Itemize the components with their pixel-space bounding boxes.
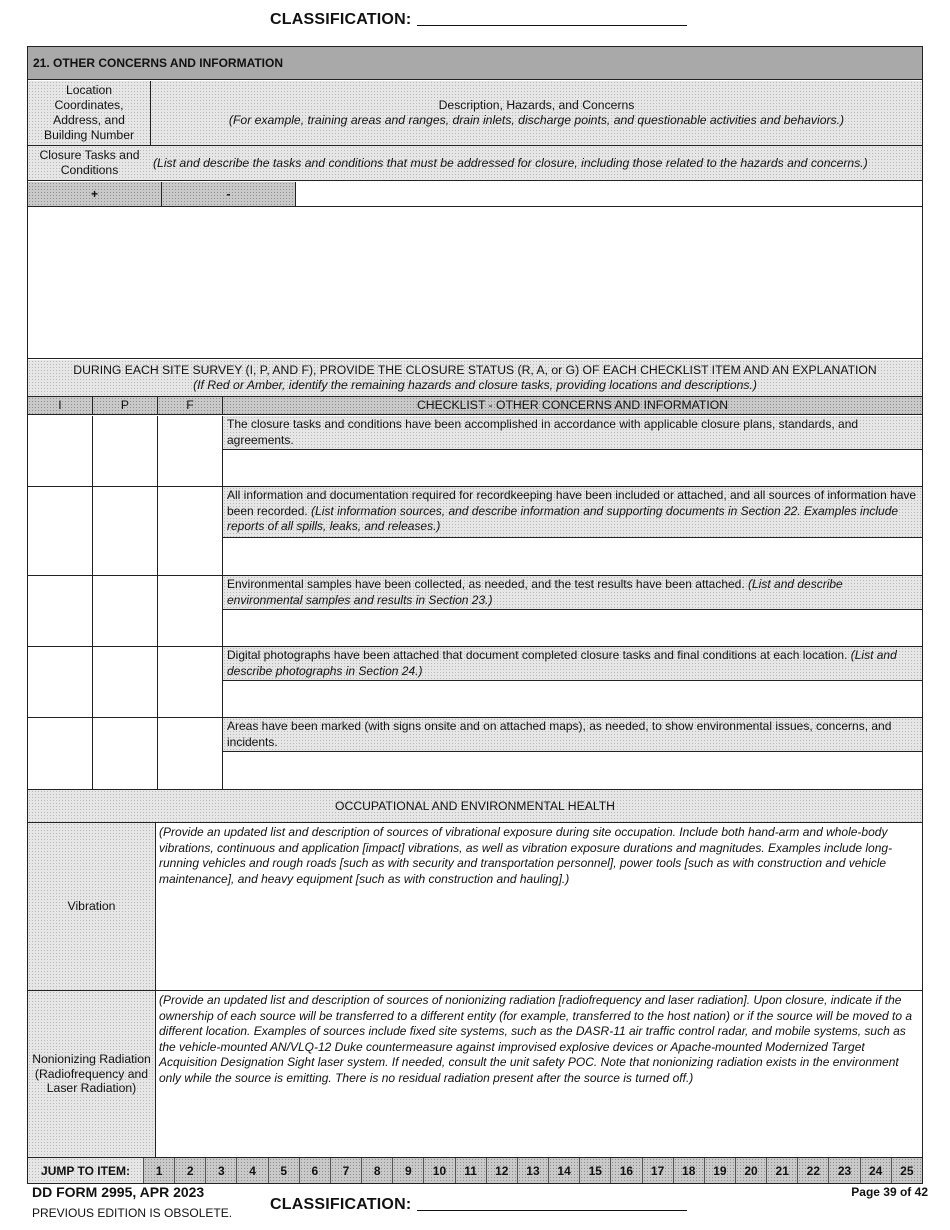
status-p-field[interactable] [93, 487, 158, 576]
checklist-item-text [223, 718, 922, 752]
jump-item-20[interactable]: 20 [736, 1158, 767, 1183]
checklist-item-statement: Digital photographs have been attached that document completed closure tasks and final conditions at each location. [227, 648, 851, 662]
jump-item-24[interactable]: 24 [861, 1158, 892, 1183]
jump-item-5[interactable]: 5 [269, 1158, 300, 1183]
status-f-field[interactable] [158, 647, 223, 718]
button-row-spacer [296, 182, 922, 207]
col-f: F [158, 397, 223, 415]
status-f-field[interactable] [158, 576, 223, 647]
status-f-field[interactable] [158, 487, 223, 576]
status-i-field[interactable] [28, 718, 93, 790]
checklist-explanation-field[interactable] [223, 681, 922, 718]
add-row-button[interactable]: + [28, 182, 162, 207]
classification-bottom [270, 1196, 687, 1214]
checklist-item-text [223, 647, 922, 681]
col-p: P [93, 397, 158, 415]
form-number: DD FORM 2995, APR 2023 [32, 1184, 205, 1200]
description-header [151, 81, 922, 146]
col-i: I [28, 397, 93, 415]
radiation-hint: (Provide an updated list and description of sources of nonionizing radiation [radiofrequency and laser radiation]. Upon closure, indicate if the ownership of each source will be transferred to a different entity (for example, transferred to the host nation) or if the source will be moved to a different location. Examples of sources include fixed site systems, such as the DASR-11 air traffic control radar, and mobile systems, such as the vehicle-mounted AN/VLQ-12 Duke countermeasure against improvised explosive devices or Apache-mounted Modernized Target Acquisition Designation Sight laser system. If needed, consult the unit safety POC. Note that nonionizing radiation exists in the environment only while the source is emitting. There is no residual radiation present after the source is turned off.) [159, 993, 913, 1085]
status-i-field[interactable] [28, 416, 93, 487]
status-f-field[interactable] [158, 416, 223, 487]
classification-line [417, 1210, 687, 1211]
location-label: Location Coordinates, Address, and Building Number [28, 81, 151, 146]
classification-top [270, 11, 687, 29]
jump-item-1[interactable]: 1 [144, 1158, 175, 1183]
jump-item-13[interactable]: 13 [518, 1158, 549, 1183]
jump-item-17[interactable]: 17 [643, 1158, 674, 1183]
checklist-item-statement: Environmental samples have been collected, as needed, and the test results have been attached. [227, 577, 749, 591]
jump-item-7[interactable]: 7 [331, 1158, 362, 1183]
jump-item-6[interactable]: 6 [300, 1158, 331, 1183]
checklist-item-statement: The closure tasks and conditions have been accomplished in accordance with applicable closure plans, standards, and agreements. [227, 417, 859, 447]
col-checklist: CHECKLIST - OTHER CONCERNS AND INFORMATION [223, 397, 922, 415]
jump-items [144, 1158, 922, 1183]
section-title: 21. OTHER CONCERNS AND INFORMATION [28, 47, 922, 80]
status-p-field[interactable] [93, 576, 158, 647]
status-p-field[interactable] [93, 416, 158, 487]
checklist-item-note: (List information sources, and describe information and supporting documents in Section 22. Examples include reports of all spills, leaks, and releases.) [227, 503, 899, 533]
status-i-field[interactable] [28, 487, 93, 576]
jump-item-21[interactable]: 21 [767, 1158, 798, 1183]
checklist-item-note: (List and describe environmental samples and results in Section 23.) [227, 577, 843, 607]
closure-label: Closure Tasks and Conditions [28, 146, 151, 181]
jump-item-22[interactable]: 22 [798, 1158, 829, 1183]
oeh-heading: OCCUPATIONAL AND ENVIRONMENTAL HEALTH [28, 790, 922, 823]
jump-item-4[interactable]: 4 [237, 1158, 268, 1183]
jump-item-14[interactable]: 14 [549, 1158, 580, 1183]
checklist-explanation-field[interactable] [223, 538, 922, 576]
jump-item-15[interactable]: 15 [580, 1158, 611, 1183]
vibration-hint: (Provide an updated list and description of sources of vibrational exposure during site occupation. Include both hand-arm and whole-body vibrations, continuous and application [impact] vibrations, as well as vibration exposure durations and magnitudes. Examples include long-running vehicles and rough roads [such as with security and transportation personnel], power tools [such as with construction and vehicle maintenance], and heavy equipment [such as with construction and hauling].) [159, 825, 893, 886]
jump-item-2[interactable]: 2 [175, 1158, 206, 1183]
jump-item-23[interactable]: 23 [829, 1158, 860, 1183]
radiation-field[interactable] [156, 991, 922, 1158]
status-f-field[interactable] [158, 718, 223, 790]
jump-item-3[interactable]: 3 [206, 1158, 237, 1183]
description-hint: (For example, training areas and ranges, drain inlets, discharge points, and questionable activities and behaviors.) [228, 113, 845, 127]
jump-item-11[interactable]: 11 [456, 1158, 487, 1183]
jump-item-25[interactable]: 25 [892, 1158, 922, 1183]
jump-item-19[interactable]: 19 [705, 1158, 736, 1183]
survey-heading [28, 360, 922, 397]
checklist-item-statement: All information and documentation required for recordkeeping have been included or attached, and all sources of information have been recorded. [227, 488, 917, 518]
jump-bar [28, 1158, 922, 1183]
jump-item-12[interactable]: 12 [487, 1158, 518, 1183]
checklist-item-text [223, 416, 922, 450]
classification-label: CLASSIFICATION: [270, 11, 412, 28]
radiation-label: Nonionizing Radiation (Radiofrequency and Laser Radiation) [28, 991, 156, 1158]
survey-heading-text: DURING EACH SITE SURVEY (I, P, AND F), PROVIDE THE CLOSURE STATUS (R, A, or G) OF EACH CHECKLIST ITEM AND AN EXPLANATION [73, 363, 877, 377]
classification-label: CLASSIFICATION: [270, 1196, 412, 1213]
checklist-item-statement: Areas have been marked (with signs onsite and on attached maps), as needed, to show environmental issues, concerns, and incidents. [227, 719, 892, 749]
remove-row-button[interactable]: - [162, 182, 296, 207]
obsolete-note: PREVIOUS EDITION IS OBSOLETE. [32, 1206, 233, 1220]
checklist-item-text [223, 487, 922, 538]
jump-item-16[interactable]: 16 [611, 1158, 642, 1183]
status-i-field[interactable] [28, 576, 93, 647]
jump-item-9[interactable]: 9 [393, 1158, 424, 1183]
checklist-explanation-field[interactable] [223, 752, 922, 790]
jump-item-18[interactable]: 18 [674, 1158, 705, 1183]
jump-item-10[interactable]: 10 [424, 1158, 455, 1183]
description-label: Description, Hazards, and Concerns [438, 98, 635, 113]
checklist-explanation-field[interactable] [223, 450, 922, 487]
closure-hint: (List and describe the tasks and conditions that must be addressed for closure, including those related to the hazards and concerns.) [151, 146, 922, 181]
checklist-explanation-field[interactable] [223, 610, 922, 647]
classification-line [417, 25, 687, 26]
jump-item-8[interactable]: 8 [362, 1158, 393, 1183]
vibration-label: Vibration [28, 823, 156, 991]
status-p-field[interactable] [93, 647, 158, 718]
page-number: Page 39 of 42 [851, 1185, 928, 1199]
checklist-item-note: (List and describe photographs in Section 24.) [227, 648, 897, 678]
jump-label: JUMP TO ITEM: [28, 1158, 144, 1183]
status-i-field[interactable] [28, 647, 93, 718]
survey-subheading: (If Red or Amber, identify the remaining hazards and closure tasks, providing locations and descriptions.) [193, 378, 757, 392]
checklist-item-text [223, 576, 922, 610]
status-p-field[interactable] [93, 718, 158, 790]
vibration-field[interactable] [156, 823, 922, 991]
concerns-entry-area[interactable] [28, 208, 922, 359]
